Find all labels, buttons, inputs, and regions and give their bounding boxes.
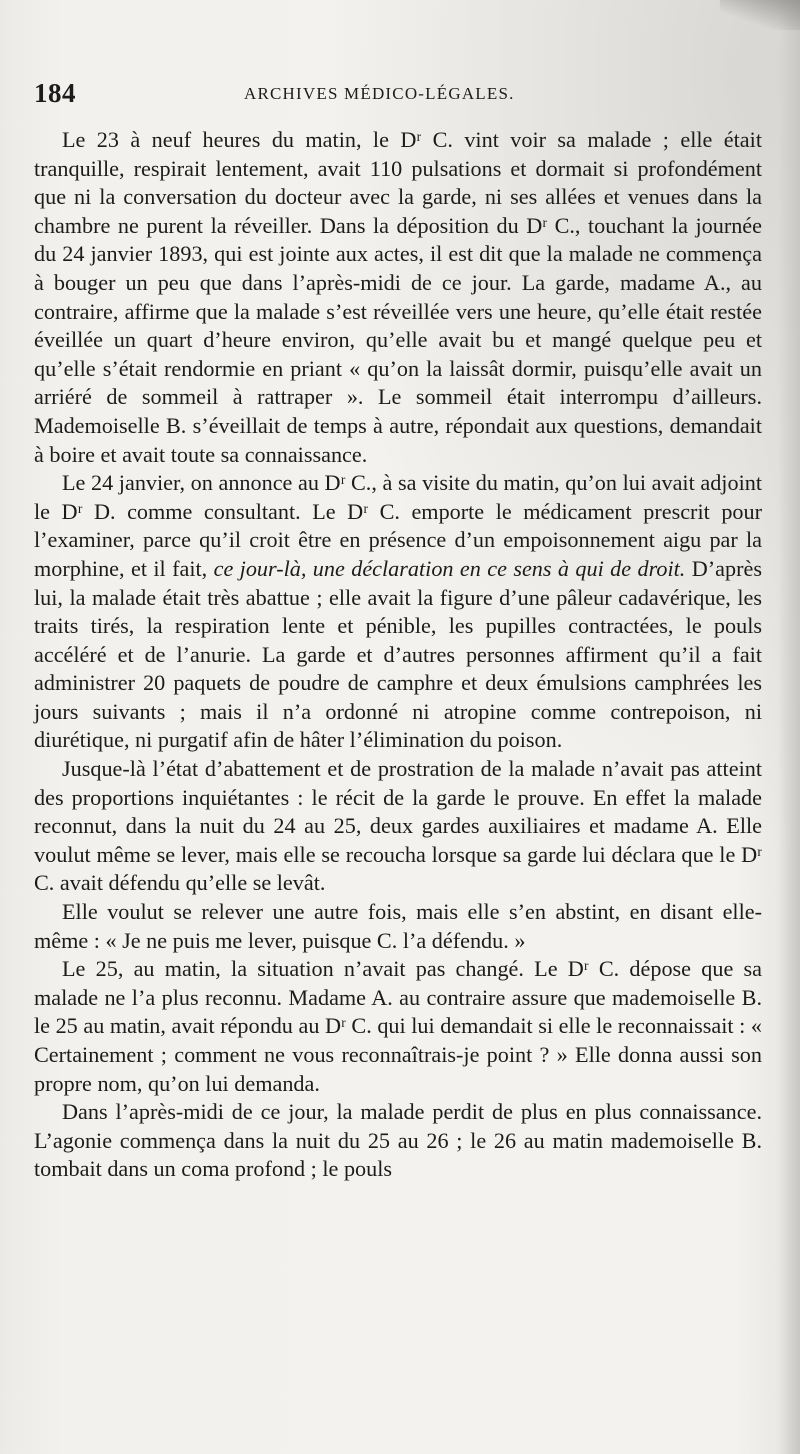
paragraph-6: Dans l’après-midi de ce jour, la malade perdit de plus en plus connaissance. L’agonie commença dans la nuit du 25 au 26 ; le 26 au matin mademoiselle B. tombait dans un coma profond ; le pouls xyxy=(34,1099,762,1182)
paragraph-1: Le 23 à neuf heures du matin, le Dʳ C. vint voir sa malade ; elle était tranquille, respirait lentement, avait 110 pulsations et dormait si profondément que ni la conversation du docteur avec la garde, ni ses allées et venues dans la chambre ne purent la réveiller. Dans la déposition du Dʳ C., touchant la journée du 24 janvier 1893, qui est jointe aux actes, il est dit que la malade ne commença à bouger un peu que dans l’après-midi de ce jour. La garde, madame A., au contraire, affirme que la malade s’est réveillée vers une heure, qu’elle était restée éveillée un quart d’heure environ, qu’elle avait bu et mangé quelque peu et qu’elle s’était rendormie en priant « qu’on la laissât dormir, puisqu’elle avait un arriéré de sommeil à rattraper ». Le sommeil était interrompu d’ailleurs. Mademoiselle B. s’éveillait de temps à autre, répondait aux questions, demandait à boire et avait toute sa connaissance. xyxy=(34,127,762,467)
running-head xyxy=(34,78,762,114)
paragraph-4: Elle voulut se relever une autre fois, mais elle s’en abstint, en disant elle-même : « Je ne puis me lever, puisque C. l’a défendu. » xyxy=(34,899,762,953)
page-corner-fold xyxy=(720,0,800,30)
paragraph-3: Jusque-là l’état d’abattement et de prostration de la malade n’avait pas atteint des proportions inquiétantes : le récit de la garde le prouve. En effet la malade reconnut, dans la nuit du 24 au 25, deux gardes auxiliaires et madame A. Elle voulut même se lever, mais elle se recoucha lorsque sa garde lui déclara que le Dʳ C. avait défendu qu’elle se levât. xyxy=(34,756,762,896)
page-number: 184 xyxy=(34,78,76,108)
paragraph-2-italic: ce jour-là, une déclaration en ce sens à qui de droit. xyxy=(213,555,686,581)
page-edge-shadow xyxy=(778,0,800,1454)
paragraph-2 xyxy=(34,469,762,755)
paragraph-2-continuation: D’après lui, la malade était très abattue ; elle avait la figure d’une pâleur cadavérique, les traits tirés, la respiration lente et pénible, les pupilles contractées, le pouls accéléré et de l’anurie. La garde et d’autres personnes affirment qu’il a fait administrer 20 paquets de poudre de camphre et deux émulsions camphrées les jours suivants ; mais il n’a ordonné ni atropine comme contrepoison, ni diurétique, ni purgatif afin de hâter l’élimination du poison. xyxy=(34,555,762,753)
running-title: ARCHIVES MÉDICO-LÉGALES. xyxy=(244,84,515,103)
paragraph-2-text: Le 24 janvier, on annonce au Dʳ C., à sa visite du matin, qu’on lui avait adjoint le Dʳ D. comme consultant. Le Dʳ C. emporte le médicament prescrit pour l’examiner, parce qu’il croit être en présence d’un empoisonnement aigu par la morphine, et il fait, xyxy=(34,470,762,581)
body-text xyxy=(34,126,762,1184)
paragraph-5: Le 25, au matin, la situation n’avait pas changé. Le Dʳ C. dépose que sa malade ne l’a plus reconnu. Madame A. au contraire assure que mademoiselle B. le 25 au matin, avait répondu au Dʳ C. qui lui demandait si elle le reconnaissait : « Certainement ; comment ne vous reconnaîtrais-je point ? » Elle donna aussi son propre nom, qu’on lui demanda. xyxy=(34,956,762,1096)
